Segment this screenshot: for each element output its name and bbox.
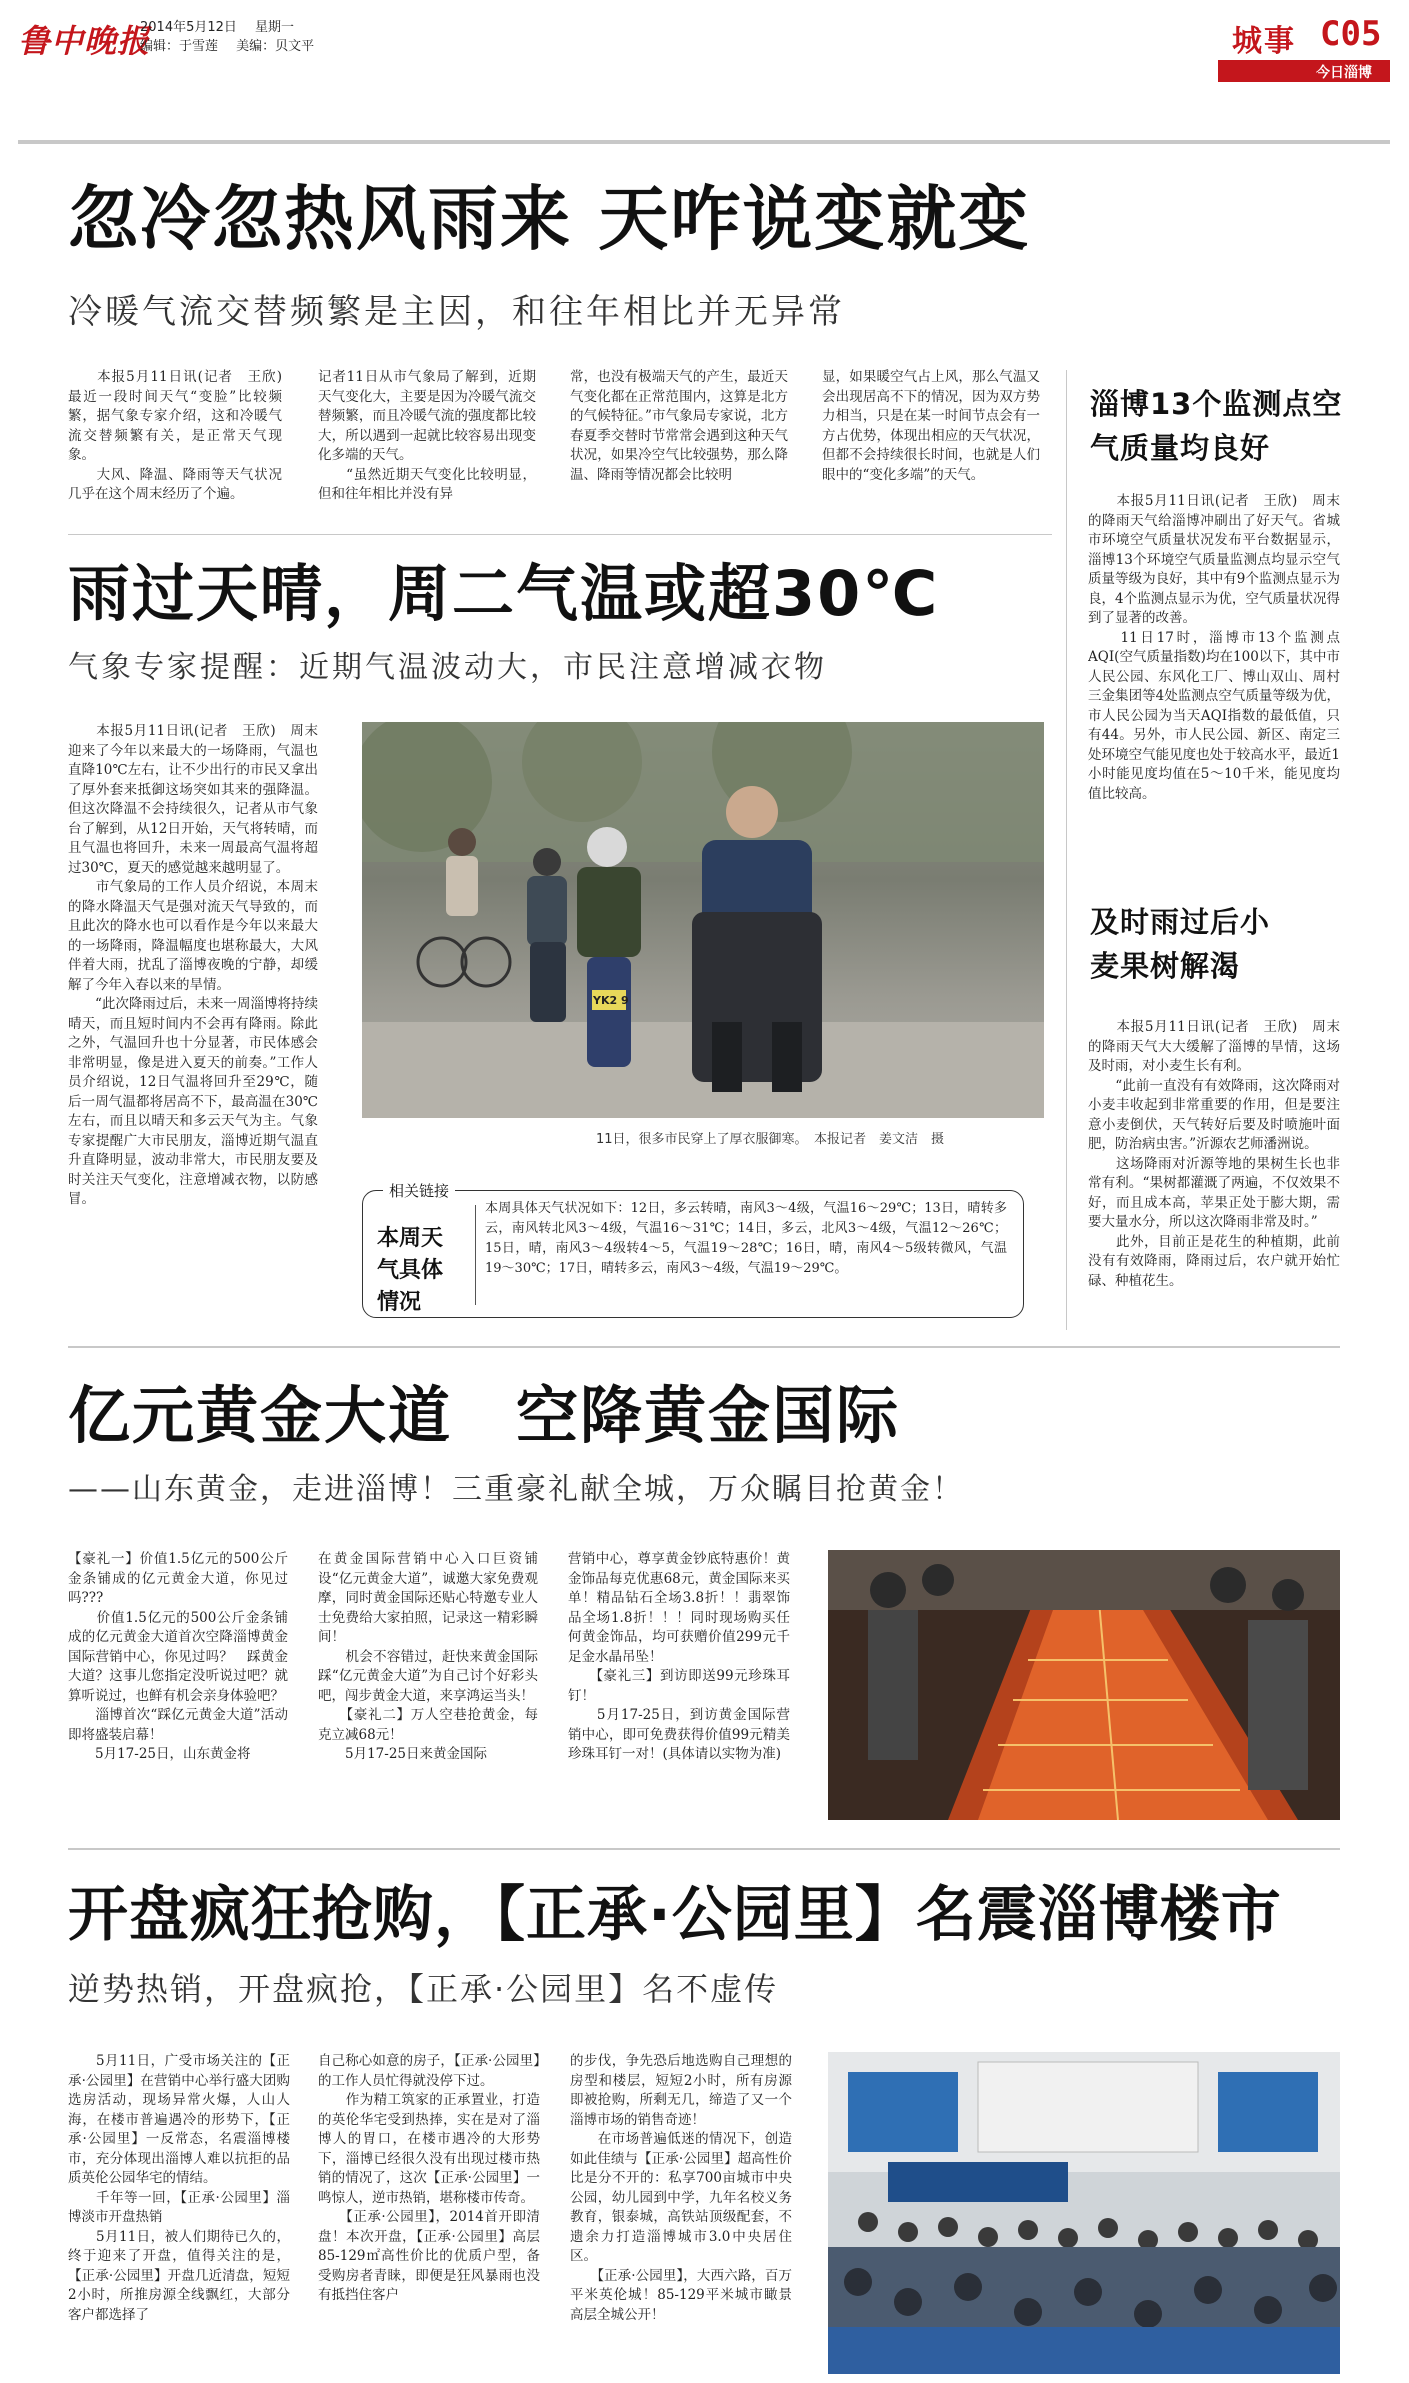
side1-headline: 淄博13个监测点空气质量均良好 (1090, 387, 1343, 465)
designer-credit: 美编：贝文平 (236, 39, 315, 54)
ad1-headline: 亿元黄金大道 空降黄金国际 (68, 1379, 901, 1452)
side2-body: 本报5月11日讯(记者 王欣) 周末的降雨天气大大缓解了淄博的旱情，这场及时雨，对小麦生长有利。 “此前一直没有有效降雨，这次降雨对小麦丰收起到非常重要的作用，但是要注意小麦倒伏，天气转好后要及时喷施叶面肥，防治病虫害。”沂源农艺师潘洲说。 这场降雨对沂源等地的果树生长也非常有利。“果树都灌溉了两遍，不仅效果不好，而且成本高，苹果正处于膨大期，需要大量水分，所以这次降雨非常及时。” 此外，目前正是花生的种植期，此前没有有效降雨，降雨过后，农户就开始忙碌、种植花生。 (1088, 1019, 1340, 1289)
link-title: 本周天气具体情况 (377, 1226, 444, 1315)
photo-caption: 11日，很多市民穿上了厚衣服御寒。 本报记者 姜文洁 摄 (596, 1132, 945, 1147)
section-subtitle-bar (1218, 60, 1390, 82)
story1-col4: 显，如果暖空气占上风，那么气温又会出现居高不下的情况，因为双方势力相当，只是在某一时间节点会有一方占优势，体现出相应的天气状况，但都不会持续很长时间，也就是人们眼中的“变化多端”的天气。 (822, 369, 1040, 483)
link-divider (475, 1205, 476, 1305)
section-subtitle: 今日淄博 (1316, 65, 1372, 81)
page-number: C05 (1320, 14, 1382, 54)
gold-walkway-photo (828, 1550, 1340, 1820)
masthead (0, 0, 1409, 90)
story1-col1: 本报5月11日讯(记者 王欣) 最近一段时间天气“变脸”比较频繁，据气象专家介绍，这和冷暖气流交替频繁有关，是正常天气现象。 大风、降温、降雨等天气状况几乎在这个周末经历了个遍。 (68, 369, 282, 502)
credits-line (140, 35, 314, 54)
section-name: 城事 (1232, 24, 1296, 59)
date-line (140, 16, 294, 35)
story1-subheadline: 冷暖气流交替频繁是主因，和往年相比并无异常 (68, 292, 845, 332)
sidebar-divider (1066, 370, 1067, 1330)
weather-link-box (362, 1182, 1024, 1318)
ad2-col2: 自己称心如意的房子，【正承·公园里】的工作人员忙得就没停下过。 作为精工筑家的正承置业，打造的英伦华宅受到热捧，实在是对了淄博人的胃口，在楼市遇冷的大形势下，淄博已经很久没有出现过楼市热销的情况了，这次【正承·公园里】一鸣惊人，逆市热销，堪称楼市传奇。 【正承·公园里】，2014首开即清盘！本次开盘，【正承·公园里】高层85-129㎡高性价比的优质户型，备受购房者青睐，即便是狂风暴雨也没有抵挡住客户 (318, 2053, 540, 2303)
side1-body: 本报5月11日讯(记者 王欣) 周末的降雨天气给淄博冲刷出了好天气。省城市环境空气质量状况发布平台数据显示，淄博13个环境空气质量监测点均显示空气质量等级为良好，其中有9个监测点显示为良，4个监测点显示为优，空气质量状况得到了显著的改善。 11日17时，淄博市13个监测点AQI(空气质量指数)均在100以下，其中市人民公园、东风化工厂、博山双山、周村三金集团等4处监测点空气质量等级为优，市人民公园为当天AQI指数的最低值，只有44。另外，市人民公园、新区、南定三处环境空气能见度也处于较高水平，最近1小时能见度均值在5～10千米，能见度均值比较高。 (1088, 493, 1340, 802)
sales-hall-photo (828, 2052, 1340, 2374)
section-rule-1 (68, 1346, 1340, 1348)
story2-body: 本报5月11日讯(记者 王欣) 周末迎来了今年以来最大的一场降雨，气温也直降10℃左右，让不少出行的市民又拿出了厚外套来抵御这场突如其来的强降温。但这次降温不会持续很久，记者从市气象台了解到，从12日开始，天气将转晴，而且气温也将回升，未来一周最高气温将超过30℃，夏天的感觉越来越明显了。 市气象局的工作人员介绍说，本周末的降水降温天气是强对流天气导致的，而且此次的降水也可以看作是今年以来最大的一场降雨，降温幅度也堪称最大，大风伴着大雨，扰乱了淄博夜晚的宁静，却缓解了今年入春以来的旱情。 “此次降雨过后，未来一周淄博将持续晴天，而且短时间内不会再有降雨。除此之外，气温回升也十分显著，市民体感会非常明显，像是进入夏天的前奏。”工作人员介绍说，12日气温将回升至29℃，随后一周气温都将居高不下，最高温在30℃左右，而且以晴天和多云天气为主。气象专家提醒广大市民朋友，淄博近期气温直升直降明显，波动非常大，市民朋友要及时关注天气变化，注意增减衣物，以防感冒。 (68, 723, 318, 1207)
issue-weekday: 星期一 (255, 20, 295, 35)
side2-headline: 及时雨过后小麦果树解渴 (1090, 905, 1271, 983)
story1-col3: 常，也没有极端天气的产生，最近天气变化都在正常范围内，这算是北方的气候特征。”市气象局专家说，北方春夏季交替时节常常会遇到这种天气状况，如果冷空气比较强势，那么降温、降雨等情况都会比较明 (570, 369, 788, 483)
cyclists-photo (362, 722, 1044, 1118)
ad2-col3: 的步伐，争先恐后地选购自己理想的房型和楼层，短短2小时，所有房源即被抢购，所剩无几，缔造了又一个淄博市场的销售奇迹！ 在市场普遍低迷的情况下，创造如此佳绩与【正承·公园里】超高性价比是分不开的：私享700亩城市中央公园，幼儿园到中学，九年名校义务教育，银泰城，高铁站顶级配套，不遗余力打造淄博城市3.0中央居住区。 【正承·公园里】，大西六路，百万平米英伦城！85-129平米城市瞰景高层全城公开！ (570, 2053, 792, 2323)
ad2-subheadline: 逆势热销，开盘疯抢，【正承·公园里】名不虚传 (68, 1970, 779, 2008)
ad1-subheadline: ——山东黄金，走进淄博！三重豪礼献全城，万众瞩目抢黄金！ (68, 1472, 964, 1507)
cyclists-illustration (362, 722, 1044, 1118)
sales-hall-illustration (828, 2052, 1340, 2374)
gold-walkway-illustration (828, 1550, 1340, 1820)
link-tag: 相关链接 (383, 1180, 455, 1201)
story2-subheadline: 气象专家提醒：近期气温波动大，市民注意增减衣物 (68, 650, 827, 685)
ad2-headline: 开盘疯狂抢购，【正承·公园里】名震淄博楼市 (68, 1880, 1282, 1950)
story2-headline: 雨过天晴，周二气温或超30℃ (68, 557, 940, 630)
story1-headline: 忽冷忽热风雨来 天咋说变就变 (68, 178, 1031, 260)
paper-logo: 鲁中晚报 (18, 22, 151, 60)
ad1-col2: 在黄金国际营销中心入口巨资铺设“亿元黄金大道”，诚邀大家免费观摩，同时黄金国际还贴心特邀专业人士免费给大家拍照，记录这一精彩瞬间！ 机会不容错过，赶快来黄金国际踩“亿元黄金大道”为自己讨个好彩头吧，闯步黄金大道，来享鸿运当头！ 【豪礼二】万人空巷抢黄金，每克立减68元！ 5月17-25日来黄金国际 (318, 1551, 538, 1762)
link-text: 本周具体天气状况如下：12日，多云转晴，南风3～4级，气温16～29℃；13日，晴转多云，南风转北风3～4级，气温16～31℃；14日，多云，北风3～4级，气温12～26℃；15日，晴，南风3～4级转4～5，气温19～28℃；16日，晴，南风4～5级转微风，气温19～30℃；17日，晴转多云，南风3～4级，气温19～29℃。 (485, 1201, 1007, 1276)
masthead-rule (18, 140, 1390, 144)
ad2-col1: 5月11日，广受市场关注的【正承·公园里】在营销中心举行盛大团购选房活动，现场异常火爆，人山人海，在楼市普遍遇冷的形势下，【正承·公园里】一反常态，名震淄博楼市，充分体现出淄博人难以抗拒的品质英伦公园华宅的情结。 千年等一回，【正承·公园里】淄博淡市开盘热销 5月11日，被人们期待已久的，终于迎来了开盘，值得关注的是，【正承·公园里】开盘几近清盘，短短2小时，所推房源全线飘红，大部分客户都选择了 (68, 2053, 290, 2323)
story1-col2: 记者11日从市气象局了解到，近期天气变化大，主要是因为冷暖气流交替频繁，而且冷暖气流的强度都比较大，所以遇到一起就比较容易出现变化多端的天气。 “虽然近期天气变化比较明显，但和往年相比并没有异 (318, 369, 536, 502)
section-rule-2 (68, 1848, 1340, 1850)
editor-credit: 编辑：于雪莲 (140, 39, 219, 54)
scooter-plate: YK2 9 (593, 994, 629, 1007)
ad1-col3: 营销中心，尊享黄金钞底特惠价！黄金饰品每克优惠68元，黄金国际来买单！精品钻石全场3.8折！！翡翠饰品全场1.8折！！！同时现场购买任何黄金饰品，均可获赠价值299元千足金水晶吊坠！ 【豪礼三】到访即送99元珍珠耳钉！ 5月17-25日，到访黄金国际营销中心，即可免费获得价值99元精美珍珠耳钉一对！(具体请以实物为准) (568, 1551, 790, 1762)
ad1-col1: 【豪礼一】价值1.5亿元的500公斤金条铺成的亿元黄金大道，你见过吗??? 价值1.5亿元的500公斤金条铺成的亿元黄金大道首次空降淄博黄金国际营销中心，你见过吗？ 踩黄金大道？这事儿您指定没听说过吧？就算听说过，也鲜有机会亲身体验吧？ 淄博首次“踩亿元黄金大道”活动即将盛装启幕！ 5月17-25日，山东黄金将 (68, 1551, 288, 1762)
issue-date: 2014年5月12日 (140, 20, 237, 35)
story1-rule (68, 534, 1052, 535)
